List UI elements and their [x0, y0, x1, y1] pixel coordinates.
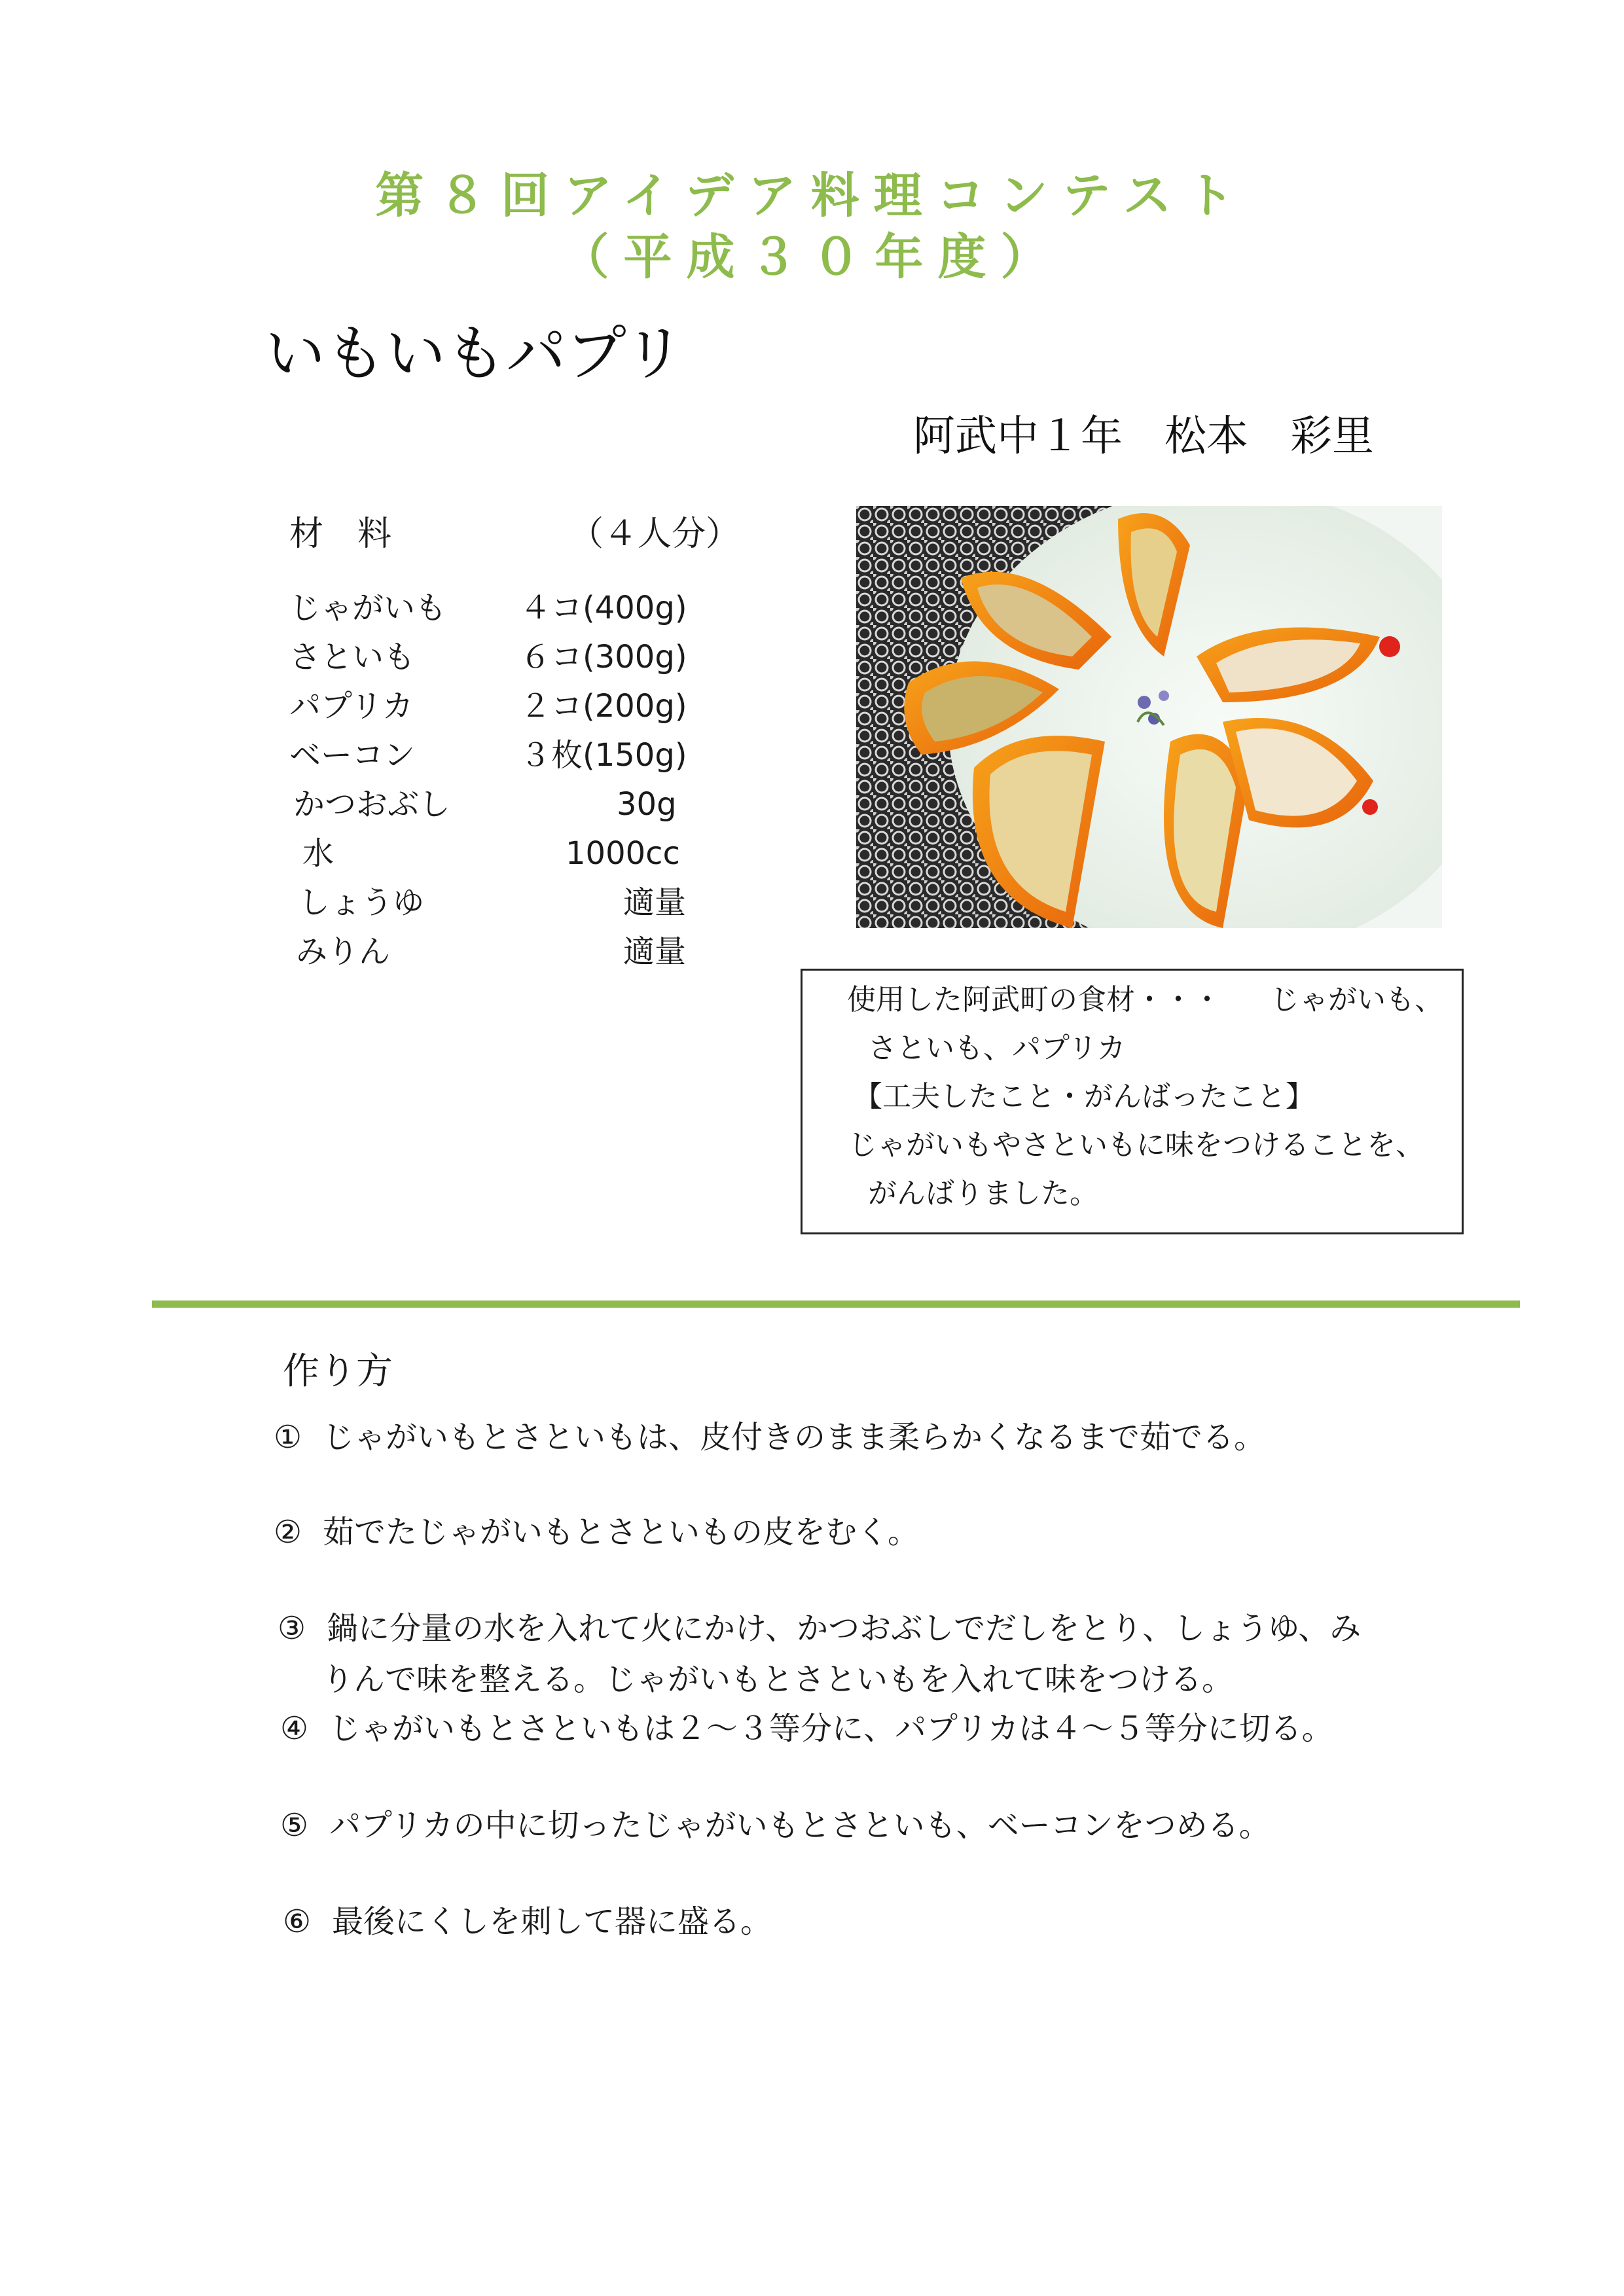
- step-number: ④: [280, 1710, 309, 1747]
- local-ingredients-value: じゃがいも、: [1271, 983, 1443, 1016]
- ingredient-qty: ２コ(200g): [520, 688, 687, 725]
- effort-text-cont: がんばりました。: [868, 1177, 1098, 1210]
- dish-photo: [856, 506, 1442, 928]
- step-number: ①: [274, 1419, 302, 1456]
- info-box: [801, 969, 1464, 1234]
- method-title: 作り方: [283, 1350, 393, 1393]
- dish-illustration: [856, 506, 1442, 928]
- ingredient-name: みりん: [296, 933, 391, 970]
- ingredient-name: 水: [302, 835, 334, 872]
- contest-year: （平成３０年度）: [560, 229, 1064, 285]
- ingredient-qty: 適量: [623, 933, 687, 970]
- ingredient-name: パプリカ: [289, 688, 414, 725]
- ingredients-label: 材 料: [289, 514, 392, 554]
- step-number: ②: [274, 1514, 302, 1551]
- step-text: パプリカの中に切ったじゃがいもとさといも、ベーコンをつめる。: [329, 1807, 1271, 1844]
- ingredient-qty: 30g: [617, 786, 677, 823]
- ingredient-name: さといも: [289, 639, 416, 675]
- method-step: [280, 1808, 1271, 1843]
- recipe-author: 阿武中１年 松本 彩里: [913, 412, 1374, 461]
- step-text: 茹でたじゃがいもとさといもの皮をむく。: [323, 1514, 920, 1551]
- step-text: 鍋に分量の水を入れて火にかけ、かつおぶしでだしをとり、しょうゆ、み: [327, 1610, 1362, 1647]
- method-step-continuation: [322, 1662, 1233, 1697]
- step-text: りんで味を整える。じゃがいもとさといもを入れて味をつける。: [322, 1661, 1234, 1698]
- ingredient-qty: ６コ(300g): [520, 639, 687, 675]
- ingredient-name: じゃがいも: [289, 590, 447, 626]
- ingredient-name: しょうゆ: [298, 884, 425, 921]
- step-text: じゃがいもとさといもは、皮付きのまま柔らかくなるまで茹でる。: [323, 1419, 1266, 1456]
- ingredients-servings: （４人分）: [569, 514, 740, 554]
- ingredient-qty: 適量: [623, 884, 687, 921]
- effort-text: じゃがいもやさといもに味をつけることを、: [848, 1128, 1424, 1162]
- method-step: [283, 1905, 772, 1939]
- method-step: [274, 1420, 1265, 1455]
- method-step: [278, 1611, 1361, 1646]
- effort-label: 【工夫したこと・がんばったこと】: [854, 1080, 1314, 1113]
- method-step: [274, 1515, 919, 1550]
- ingredient-name: かつおぶし: [293, 786, 451, 823]
- ingredient-name: ベーコン: [289, 737, 416, 774]
- step-number: ③: [278, 1610, 306, 1647]
- step-text: 最後にくしを刺して器に盛る。: [332, 1903, 772, 1940]
- ingredient-qty: ３枚(150g): [520, 737, 687, 774]
- ingredient-qty: 1000cc: [566, 835, 680, 872]
- contest-title: 第８回アイデア料理コンテスト: [375, 168, 1249, 224]
- section-divider: [152, 1300, 1520, 1308]
- step-number: ⑤: [280, 1807, 309, 1844]
- local-ingredients-label: 使用した阿武町の食材・・・: [847, 983, 1221, 1016]
- local-ingredients-value-cont: さといも、パプリカ: [868, 1031, 1126, 1065]
- recipe-name: いもいもパプリ: [265, 319, 685, 389]
- method-step: [280, 1712, 1333, 1746]
- step-text: じゃがいもとさといもは２～３等分に、パプリカは４～５等分に切る。: [329, 1710, 1333, 1747]
- step-number: ⑥: [283, 1903, 312, 1940]
- ingredient-qty: ４コ(400g): [520, 590, 687, 626]
